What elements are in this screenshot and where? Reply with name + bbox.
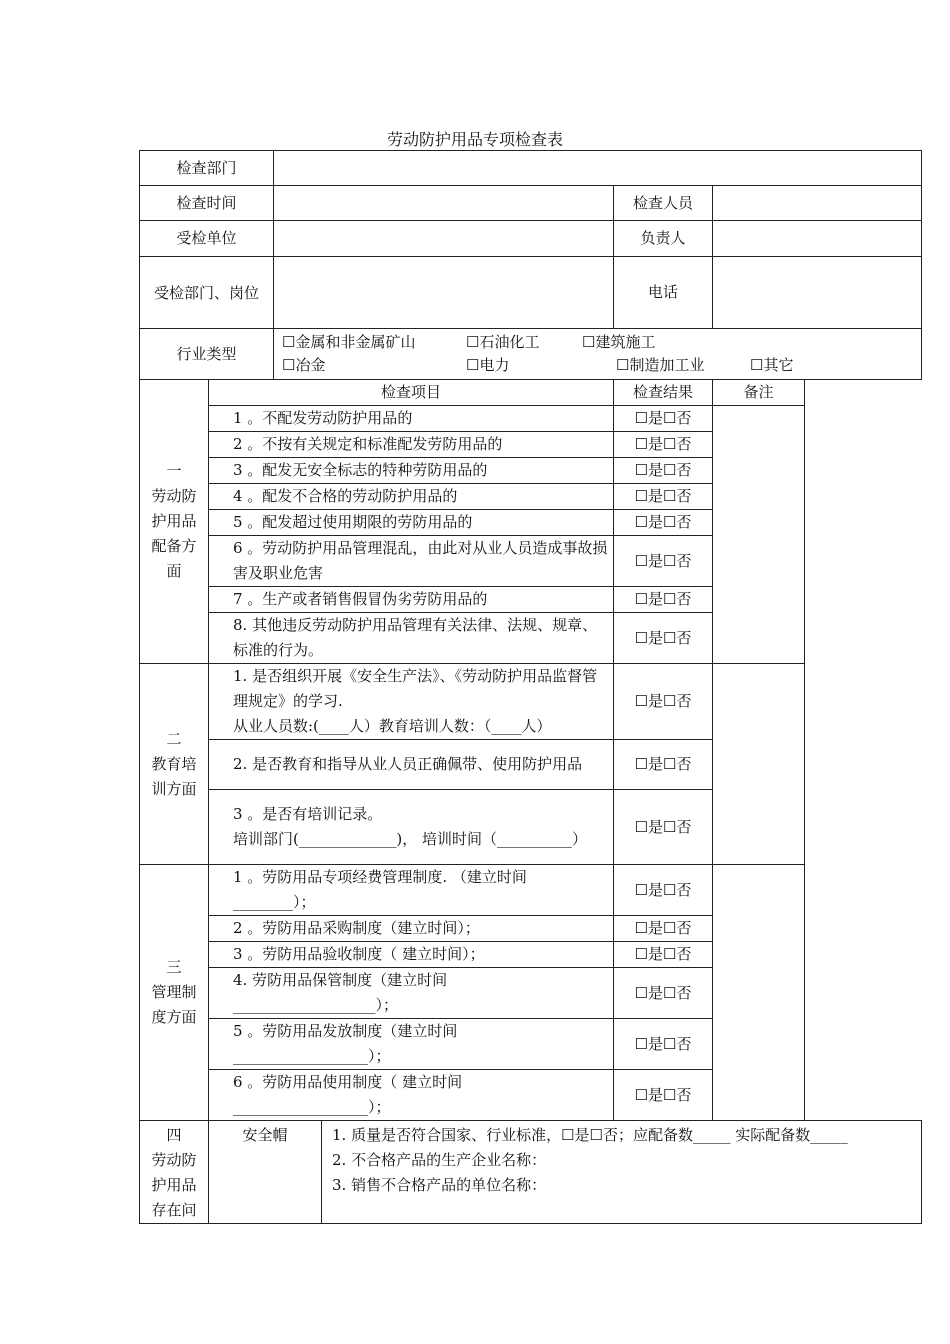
section1-label: 一 劳动防护用品配备方面 bbox=[140, 380, 209, 664]
result-checkbox[interactable]: ☐ 是☐否 bbox=[614, 587, 713, 613]
section3-item-5: 5 。劳防用品发放制度（建立时间__________________）； bbox=[209, 1019, 614, 1070]
time-label: 检查时间 bbox=[140, 186, 274, 221]
section1-item-8: 8. 其他违反劳动防护用品管理有关法律、法规、规章、标准的行为。 bbox=[209, 613, 614, 664]
checkbox-icon bbox=[635, 1035, 648, 1053]
inspector-label: 检查人员 bbox=[614, 186, 713, 221]
industry-option-construction[interactable]: ☐ 建筑施工 bbox=[582, 331, 655, 354]
unit-label: 受检单位 bbox=[140, 221, 274, 257]
column-header-result: 检查结果 bbox=[614, 380, 713, 406]
section1-item-3: 3 。配发无安全标志的特种劳防用品的 bbox=[209, 458, 614, 484]
section4-line-3: 3. 销售不合格产品的单位名称： bbox=[332, 1176, 547, 1194]
result-checkbox[interactable]: ☐ 是☐否 bbox=[614, 432, 713, 458]
section2-label: 二 教育培训方面 bbox=[140, 664, 209, 865]
phone-field[interactable] bbox=[713, 257, 922, 329]
checkbox-icon bbox=[466, 333, 479, 351]
leader-label: 负责人 bbox=[614, 221, 713, 257]
dept-field[interactable] bbox=[274, 151, 922, 186]
section4-label: 四 劳动防护用品存在问 bbox=[140, 1121, 209, 1224]
dept-label: 检查部门 bbox=[140, 151, 274, 186]
result-checkbox[interactable]: ☐ 是☐否 bbox=[614, 740, 713, 790]
result-checkbox[interactable]: ☐ 是☐否 bbox=[614, 1019, 713, 1070]
checkbox-icon bbox=[635, 881, 648, 899]
checkbox-icon bbox=[750, 356, 763, 374]
result-checkbox[interactable]: ☐ 是☐否 bbox=[614, 406, 713, 432]
section2-item-3: 3 。是否有培训记录。 培训部门(_____________)， 培训时间（__________） bbox=[209, 790, 614, 865]
post-label: 受检部门、岗位 bbox=[140, 257, 274, 329]
section1-item-5: 5 。配发超过使用期限的劳防用品的 bbox=[209, 510, 614, 536]
section1-remark[interactable] bbox=[713, 406, 805, 664]
checkbox-icon bbox=[635, 435, 648, 453]
section3-label: 三 管理制度方面 bbox=[140, 865, 209, 1121]
result-checkbox[interactable]: ☐ 是☐否 bbox=[614, 942, 713, 968]
section4-details bbox=[322, 1121, 922, 1224]
checkbox-icon bbox=[635, 919, 648, 937]
inspection-table bbox=[139, 150, 922, 1224]
section1-item-6: 6 。劳动防护用品管理混乱，由此对从业人员造成事故损害及职业危害 bbox=[209, 536, 614, 587]
industry-option-petrochem[interactable]: ☐ 石油化工 bbox=[466, 331, 582, 354]
result-checkbox[interactable]: ☐ 是☐否 bbox=[614, 613, 713, 664]
section3-item-6: 6 。劳防用品使用制度（ 建立时间__________________）； bbox=[209, 1070, 614, 1121]
checkbox-icon bbox=[635, 409, 648, 427]
section2-item-1: 1. 是否组织开展《安全生产法》、《劳动防护用品监督管理规定》的学习. 从业人员数:(____人）教育培训人数：（____人） bbox=[209, 664, 614, 740]
result-checkbox[interactable]: ☐ 是☐否 bbox=[614, 1070, 713, 1121]
section4-product: 安全帽 bbox=[209, 1121, 322, 1224]
checkbox-icon bbox=[282, 333, 295, 351]
checkbox-icon bbox=[616, 356, 629, 374]
result-checkbox[interactable]: ☐ 是☐否 bbox=[614, 458, 713, 484]
checkbox-icon bbox=[635, 818, 648, 836]
result-checkbox[interactable]: ☐ 是☐否 bbox=[614, 536, 713, 587]
section3-item-2: 2 。劳防用品采购制度（建立时间）； bbox=[209, 916, 614, 942]
industry-options bbox=[274, 329, 922, 380]
section1-item-1: 1 。不配发劳动防护用品的 bbox=[209, 406, 614, 432]
section3-item-3: 3 。劳防用品验收制度（ 建立时间）； bbox=[209, 942, 614, 968]
industry-option-mining[interactable]: ☐ 金属和非金属矿山 bbox=[282, 331, 466, 354]
industry-option-power[interactable]: ☐ 电力 bbox=[466, 354, 616, 377]
time-field[interactable] bbox=[274, 186, 614, 221]
checkbox-icon bbox=[635, 590, 648, 608]
inspector-field[interactable] bbox=[713, 186, 922, 221]
checkbox-icon bbox=[635, 1086, 648, 1104]
section2-item-3-detail: 培训部门(_____________)， 培训时间（__________） bbox=[233, 830, 587, 848]
section4-line-2: 2. 不合格产品的生产企业名称： bbox=[332, 1151, 547, 1169]
checkbox-icon bbox=[635, 629, 648, 647]
checkbox-icon bbox=[466, 356, 479, 374]
result-checkbox[interactable]: ☐ 是☐否 bbox=[614, 968, 713, 1019]
checkbox-icon bbox=[282, 356, 295, 374]
section1-item-4: 4 。配发不合格的劳动防护用品的 bbox=[209, 484, 614, 510]
checkbox-icon bbox=[635, 513, 648, 531]
section4-line-1: 1. 质量是否符合国家、行业标准，☐是☐否；应配备数_____ 实际配备数_____ bbox=[332, 1126, 848, 1144]
column-header-item: 检查项目 bbox=[209, 380, 614, 406]
checkbox-icon bbox=[582, 333, 595, 351]
checkbox-icon bbox=[635, 984, 648, 1002]
unit-field[interactable] bbox=[274, 221, 614, 257]
checkbox-icon bbox=[635, 552, 648, 570]
result-checkbox[interactable]: ☐ 是☐否 bbox=[614, 484, 713, 510]
section2-remark[interactable] bbox=[713, 664, 805, 865]
section2-item-1-counts: 从业人员数:(____人）教育培训人数：（____人） bbox=[233, 717, 552, 735]
checkbox-icon bbox=[635, 487, 648, 505]
industry-option-manufacturing[interactable]: ☐ 制造加工业 bbox=[616, 354, 750, 377]
industry-label: 行业类型 bbox=[140, 329, 274, 380]
section3-item-1: 1 。劳防用品专项经费管理制度. （建立时间________）； bbox=[209, 865, 614, 916]
section1-item-7: 7 。生产或者销售假冒伪劣劳防用品的 bbox=[209, 587, 614, 613]
result-checkbox[interactable]: ☐ 是☐否 bbox=[614, 790, 713, 865]
checkbox-icon bbox=[635, 461, 648, 479]
industry-option-metallurgy[interactable]: ☐ 冶金 bbox=[282, 354, 466, 377]
result-checkbox[interactable]: ☐ 是☐否 bbox=[614, 664, 713, 740]
section2-item-2: 2. 是否教育和指导从业人员正确佩带、使用防护用品 bbox=[209, 740, 614, 790]
section1-item-2: 2 。不按有关规定和标准配发劳防用品的 bbox=[209, 432, 614, 458]
checkbox-icon bbox=[635, 945, 648, 963]
page-title: 劳动防护用品专项检查表 bbox=[386, 130, 563, 149]
result-checkbox[interactable]: ☐ 是☐否 bbox=[614, 865, 713, 916]
post-field[interactable] bbox=[274, 257, 614, 329]
checkbox-icon bbox=[635, 755, 648, 773]
phone-label: 电话 bbox=[614, 257, 713, 329]
leader-field[interactable] bbox=[713, 221, 922, 257]
result-checkbox[interactable]: ☐ 是☐否 bbox=[614, 916, 713, 942]
section3-item-4: 4. 劳防用品保管制度（建立时间___________________）； bbox=[209, 968, 614, 1019]
result-checkbox[interactable]: ☐ 是☐否 bbox=[614, 510, 713, 536]
industry-option-other[interactable]: ☐ 其它 bbox=[750, 354, 793, 377]
section3-remark[interactable] bbox=[713, 865, 805, 1121]
checkbox-icon bbox=[635, 692, 648, 710]
column-header-remark: 备注 bbox=[713, 380, 805, 406]
